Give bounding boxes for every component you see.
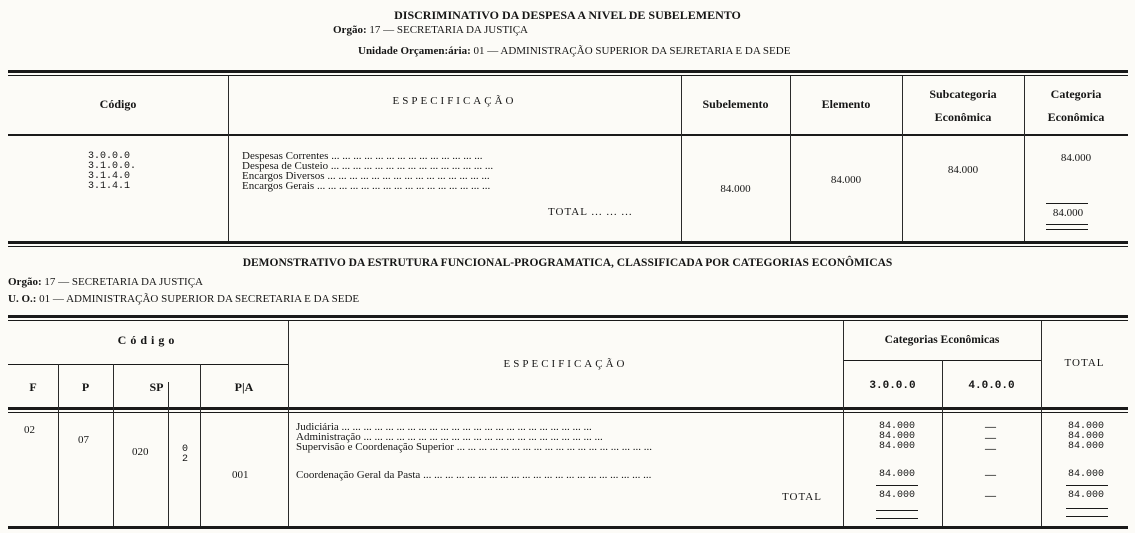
t2-cat1-value: 84.000	[879, 469, 916, 480]
t2-cat2-value: —	[985, 432, 996, 444]
t2-header-sp: SP	[149, 380, 164, 394]
t2-bottom-rule	[8, 526, 1128, 529]
t1-header-categoria-2: Econômica	[1047, 110, 1105, 124]
t2-spec-row: Coordenação Geral da Pasta ... ... ... ... ... ... ... ... ... ... ... ... ... ... ... ... ... ... ... ... ...	[296, 469, 652, 481]
t1-total-row: TOTAL ... ... ...	[548, 206, 633, 218]
t2-total-label: TOTAL	[782, 491, 822, 503]
t1-total-double-rule	[1046, 224, 1088, 225]
t2-cat1-value: 84.000	[879, 431, 916, 442]
t2-total-value: 84.000	[1068, 441, 1105, 452]
t1-code: 3.1.4.1	[88, 181, 131, 192]
t1-unidade-value: 01 — ADMINISTRAÇÃO SUPERIOR DA SEJRETARIA E DA SEDE	[473, 45, 791, 57]
t2-orgao-label: Orgão:	[8, 276, 42, 288]
t1-header-subcategoria-2: Econômica	[934, 110, 992, 124]
t2-pa-value: 001	[232, 469, 249, 481]
t2-top-rule	[8, 315, 1128, 318]
t1-header-categoria: Categoria	[1050, 87, 1102, 101]
t2-spec-label: Supervisão e Coordenação Superior	[296, 441, 454, 453]
t2-cat2-value: —	[985, 421, 996, 433]
t2-header-f: F	[29, 380, 37, 394]
t1-spec-label: Despesa de Custeio	[242, 160, 329, 172]
t1-subcategoria-value: 84.000	[947, 164, 979, 176]
t2-total-double-rule	[1066, 508, 1108, 509]
t2-sub-digit: 2	[182, 454, 189, 465]
t1-total-label: TOTAL	[548, 206, 588, 218]
t2-cat2-total: —	[985, 490, 996, 502]
t2-header-cat1: 3.0.0.0	[869, 380, 916, 392]
t1-header-elemento: Elemento	[821, 97, 871, 111]
t2-spec-label: Coordenação Geral da Pasta	[296, 469, 421, 481]
t2-cat1-total-rule	[876, 485, 918, 486]
t2-codigo-rule	[8, 364, 288, 365]
t1-subelemento-value: 84.000	[720, 183, 751, 195]
t2-spec-label: Judiciária	[296, 421, 339, 433]
t2-orgao	[8, 276, 203, 288]
t1-spec-label: Encargos Diversos	[242, 170, 325, 182]
t2-col-divider	[1041, 321, 1042, 526]
t1-top-rule-thin	[8, 75, 1128, 76]
t1-header-subcategoria: Subcategoria	[929, 87, 997, 101]
t2-uo	[8, 293, 359, 305]
t2-cat1-value: 84.000	[879, 441, 916, 452]
t2-col-divider	[288, 321, 289, 526]
t2-cat1-double-rule	[876, 518, 918, 519]
t1-spec-row: Despesas Correntes ... ... ... ... ... ... ... ... ... ... ... ... ... ...	[242, 150, 483, 162]
t2-total-double-rule	[1066, 516, 1108, 517]
t1-header-subelemento: Subelemento	[702, 97, 769, 111]
t1-unidade	[358, 45, 790, 57]
t2-sub-digit: 0	[182, 444, 189, 455]
t2-header-rule	[8, 407, 1128, 410]
t1-spec-label: Encargos Gerais	[242, 180, 315, 192]
t1-spec-row: Encargos Diversos ... ... ... ... ... ... ... ... ... ... ... ... ... ... ...	[242, 170, 490, 182]
t1-bottom-rule	[8, 241, 1128, 244]
t1-spec-label: Despesas Correntes	[242, 150, 329, 162]
t2-header-p: P	[81, 380, 90, 394]
t2-uo-label: U. O.:	[8, 293, 37, 305]
t2-cat1-total: 84.000	[879, 490, 916, 501]
t2-total-value: 84.000	[1068, 469, 1105, 480]
t2-top-rule-thin	[8, 320, 1128, 321]
t2-header-pa: P|A	[234, 380, 254, 394]
t1-spec-row: Encargos Gerais ... ... ... ... ... ... ... ... ... ... ... ... ... ... ... ...	[242, 180, 491, 192]
t2-sp-value: 020	[132, 446, 149, 458]
t1-orgao-value: 17 — SECRETARIA DA JUSTIÇA	[369, 24, 528, 36]
t2-title: DEMONSTRATIVO DA ESTRUTURA FUNCIONAL-PROGRAMATICA, CLASSIFICADA POR CATEGORIAS ECONÔMICAS	[242, 257, 893, 269]
t2-header-especificacao: ESPECIFICAÇÃO	[503, 358, 628, 370]
t1-top-rule	[8, 70, 1128, 73]
t2-header-cat2: 4.0.0.0	[968, 380, 1015, 392]
t1-orgao	[333, 24, 528, 36]
t1-unidade-label: Unidade Orçamen:ária:	[358, 45, 471, 57]
t2-total-value: 84.000	[1068, 421, 1105, 432]
t2-header-codigo: Código	[117, 333, 179, 347]
t1-title: DISCRIMINATIVO DA DESPESA A NIVEL DE SUBELEMENTO	[394, 8, 741, 22]
t1-total-rule	[1046, 203, 1088, 204]
t1-bottom-rule-thin	[8, 246, 1128, 247]
t1-total-double-rule	[1046, 229, 1088, 230]
t2-total-total: 84.000	[1068, 490, 1105, 501]
t1-total-value: 84.000	[1052, 207, 1084, 219]
t1-code: 3.1.0.0.	[88, 161, 137, 172]
t1-code: 3.1.4.0	[88, 171, 131, 182]
t2-cat2-value: —	[985, 443, 996, 455]
t2-header-categorias: Categorias Econômicas	[884, 334, 1000, 346]
t1-categoria-value: 84.000	[1060, 152, 1092, 164]
t1-header-codigo: Código	[99, 97, 137, 111]
t1-elemento-value: 84.000	[830, 174, 862, 186]
t2-cat1-double-rule	[876, 510, 918, 511]
t1-code: 3.0.0.0	[88, 151, 131, 162]
t2-total-value: 84.000	[1068, 431, 1105, 442]
t2-spec-label: Administração	[296, 431, 361, 443]
t2-cat2-value: —	[985, 469, 996, 481]
t2-spec-row: Administração ... ... ... ... ... ... ... ... ... ... ... ... ... ... ... ... ... ... ... ... ... ...	[296, 431, 603, 443]
t2-cat1-value: 84.000	[879, 421, 916, 432]
t2-header-total: TOTAL	[1064, 357, 1105, 369]
t2-p-value: 07	[78, 434, 89, 446]
t1-header-rule	[8, 134, 1128, 136]
t2-header-rule-thin	[8, 412, 1128, 413]
t2-col-divider	[843, 321, 844, 526]
t1-header-especificacao: ESPECIFICAÇÃO	[392, 95, 517, 107]
t2-uo-value: 01 — ADMINISTRAÇÃO SUPERIOR DA SECRETARIA E DA SEDE	[39, 293, 360, 305]
t2-spec-row: Supervisão e Coordenação Superior ... ... ... ... ... ... ... ... ... ... ... ... ... ... ... ... ... ...	[296, 441, 652, 453]
t2-orgao-value: 17 — SECRETARIA DA JUSTIÇA	[44, 276, 203, 288]
t2-spec-row: Judiciária ... ... ... ... ... ... ... ... ... ... ... ... ... ... ... ... ... ... ... ... ... ... ...	[296, 421, 592, 433]
t1-spec-row: Despesa de Custeio ... ... ... ... ... ... ... ... ... ... ... ... ... ... ...	[242, 160, 494, 172]
t2-total-col-rule	[1066, 485, 1108, 486]
t2-col-divider	[168, 382, 169, 526]
t2-f-value: 02	[24, 424, 35, 436]
t1-orgao-label: Orgão:	[333, 24, 367, 36]
